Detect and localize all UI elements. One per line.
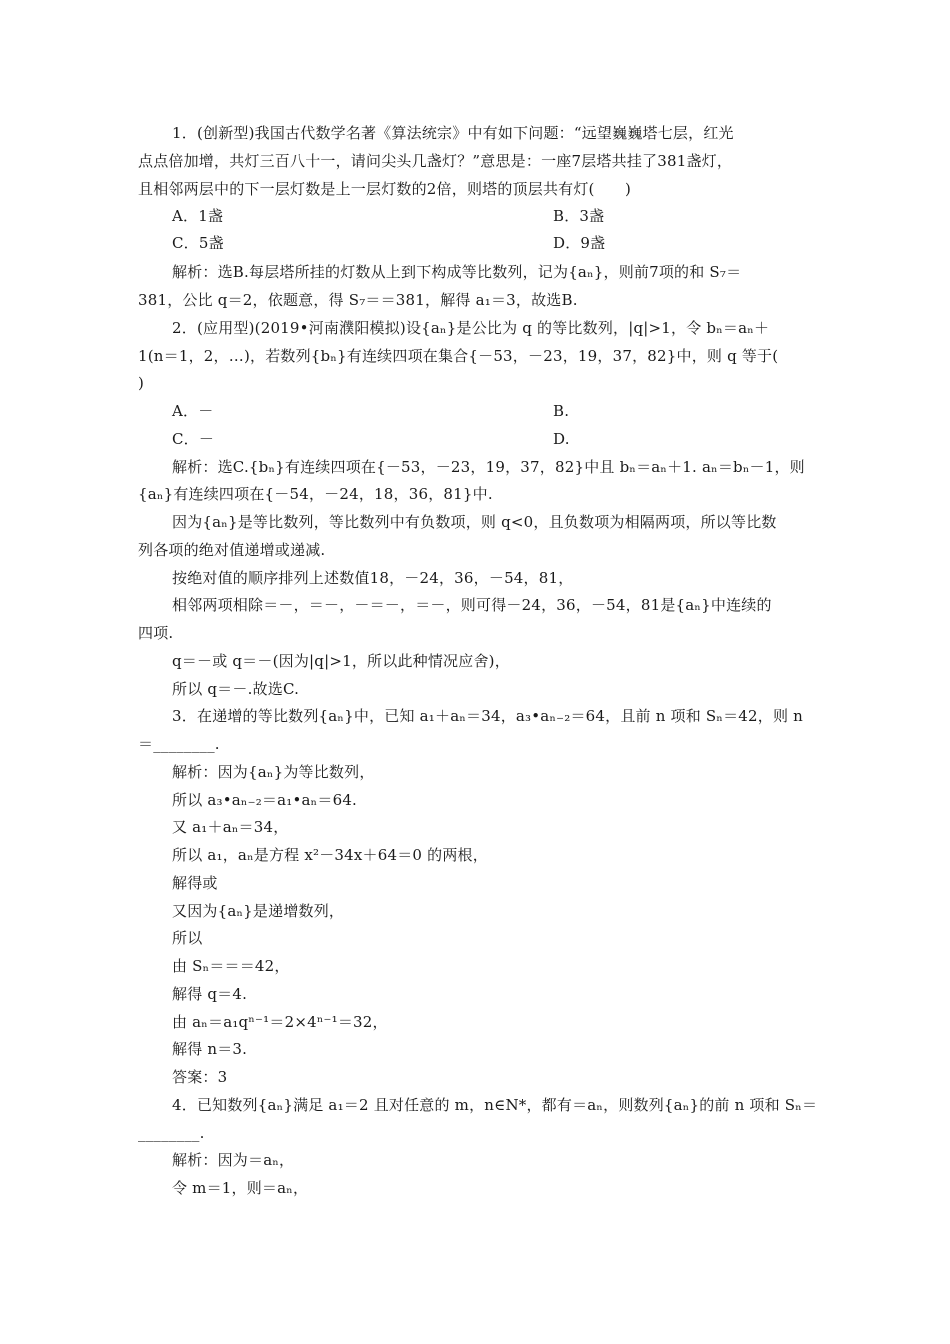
- text-line: 所以 a₁，aₙ是方程 x²－34x＋64＝0 的两根，: [172, 846, 488, 864]
- text-line: 且相邻两层中的下一层灯数是上一层灯数的2倍，则塔的顶层共有灯( ): [138, 180, 632, 198]
- text-line: q＝－或 q＝－(因为|q|>1，所以此种情况应舍)，: [172, 652, 510, 670]
- text-line: 所以: [172, 929, 203, 947]
- text-line: 解析：因为＝aₙ，: [172, 1151, 295, 1169]
- option-b: B.: [553, 402, 570, 420]
- text-line: 列各项的绝对值递增或递减.: [138, 541, 326, 559]
- text-line: 381，公比 q＝2，依题意，得 S₇＝＝381，解得 a₁＝3，故选B.: [138, 291, 578, 309]
- text-line: 所以 q＝－.故选C.: [172, 680, 300, 698]
- text-line: 又 a₁＋aₙ＝34，: [172, 818, 289, 836]
- text-line: 4．已知数列{aₙ}满足 a₁＝2 且对任意的 m，n∈N*，都有＝aₙ，则数列{aₙ}的前 n 项和 Sₙ＝: [172, 1096, 818, 1114]
- text-line: ＝________.: [138, 735, 220, 753]
- option-a: A．1盏: [172, 207, 224, 225]
- text-line: 解得 q＝4.: [172, 985, 248, 1003]
- text-line: 解得 n＝3.: [172, 1040, 248, 1058]
- option-b: B．3盏: [553, 207, 605, 225]
- text-line: 又因为{aₙ}是递增数列，: [172, 902, 345, 920]
- text-line: 2．(应用型)(2019•河南濮阳模拟)设{aₙ}是公比为 q 的等比数列，|q|>1，令 bₙ＝aₙ＋: [172, 319, 770, 337]
- text-line: ________.: [138, 1124, 205, 1142]
- option-d: D.: [553, 430, 570, 448]
- text-line: 由 Sₙ＝＝＝42，: [172, 957, 290, 975]
- text-line: 解析：选C.{bₙ}有连续四项在{－53，－23，19，37，82}中且 bₙ＝aₙ＋1. aₙ＝bₙ－1，则: [172, 458, 805, 476]
- text-line: ): [138, 374, 145, 392]
- text-line: 解析：选B.每层塔所挂的灯数从上到下构成等比数列，记为{aₙ}，则前7项的和 S₇＝: [172, 263, 742, 281]
- option-c: C．5盏: [172, 234, 224, 252]
- option-a: A．－: [172, 402, 214, 420]
- text-line: 按绝对值的顺序排列上述数值18，－24，36，－54，81，: [172, 569, 574, 587]
- text-line: 1(n＝1，2，…)，若数列{bₙ}有连续四项在集合{－53，－23，19，37，82}中，则 q 等于(: [138, 347, 779, 365]
- text-line: 因为{aₙ}是等比数列，等比数列中有负数项，则 q<0，且负数项为相隔两项，所以等比数: [172, 513, 777, 531]
- text-line: 由 aₙ＝a₁qⁿ⁻¹＝2×4ⁿ⁻¹＝32，: [172, 1013, 388, 1031]
- text-line: 解析：因为{aₙ}为等比数列，: [172, 763, 375, 781]
- text-line: 令 m＝1，则＝aₙ，: [172, 1179, 309, 1197]
- text-line: 四项.: [138, 624, 174, 642]
- text-line: 1．(创新型)我国古代数学名著《算法统宗》中有如下问题：“远望巍巍塔七层，红光: [172, 124, 734, 142]
- text-line: 3．在递增的等比数列{aₙ}中，已知 a₁＋aₙ＝34，a₃•aₙ₋₂＝64，且前 n 项和 Sₙ＝42，则 n: [172, 707, 804, 725]
- text-line: 所以 a₃•aₙ₋₂＝a₁•aₙ＝64.: [172, 791, 358, 809]
- text-line: 相邻两项相除＝－，＝－，－＝－，＝－，则可得－24，36，－54，81是{aₙ}中连续的: [172, 596, 772, 614]
- option-d: D．9盏: [553, 234, 606, 252]
- text-line: 点点倍加增，共灯三百八十一，请问尖头几盏灯？”意思是：一座7层塔共挂了381盏灯，: [138, 152, 733, 170]
- answer-line: 答案：3: [172, 1068, 228, 1086]
- text-line: 解得或: [172, 874, 218, 892]
- text-line: {aₙ}有连续四项在{－54，－24，18，36，81}中.: [138, 485, 493, 503]
- option-c: C．－: [172, 430, 215, 448]
